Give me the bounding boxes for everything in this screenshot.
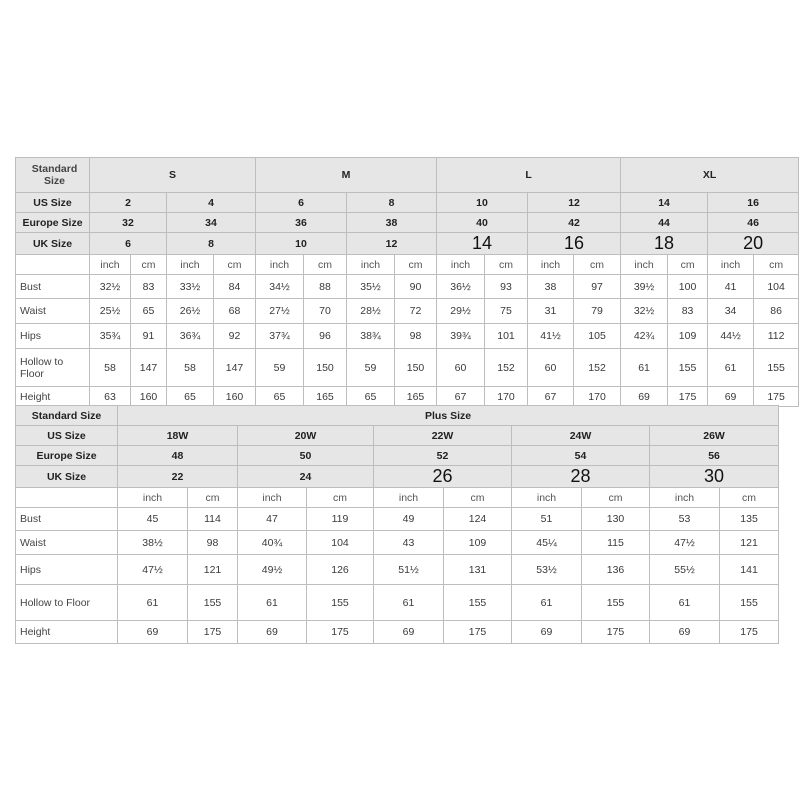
hips-row: [16, 555, 779, 585]
cell: 34: [708, 299, 754, 324]
cell: 121: [720, 531, 779, 555]
cell: 58: [167, 349, 214, 387]
uk-size: 24: [238, 466, 374, 488]
unit-cm: cm: [307, 488, 374, 508]
us-size: 22W: [374, 426, 512, 446]
eu-size-row: [16, 213, 799, 233]
row-label-hollow-to-floor: Hollow to Floor: [16, 349, 90, 387]
us-size: 10: [437, 193, 528, 213]
uk-size: 20: [708, 233, 799, 255]
unit-inch: inch: [512, 488, 582, 508]
cell: 69: [238, 621, 307, 644]
unit-cm: cm: [582, 488, 650, 508]
eu-size-label: Europe Size: [16, 446, 118, 466]
unit-inch: inch: [437, 255, 485, 275]
cell: 65: [167, 387, 214, 407]
cell: 83: [668, 299, 708, 324]
eu-size: 48: [118, 446, 238, 466]
cell: 67: [528, 387, 574, 407]
cell: 38¾: [347, 324, 395, 349]
eu-size: 46: [708, 213, 799, 233]
us-size: 26W: [650, 426, 779, 446]
cell: 65: [347, 387, 395, 407]
cell: 40¾: [238, 531, 307, 555]
unit-inch: inch: [528, 255, 574, 275]
eu-size: 38: [347, 213, 437, 233]
cell: 104: [754, 275, 799, 299]
unit-inch: inch: [650, 488, 720, 508]
cell: 135: [720, 508, 779, 531]
cell: 41½: [528, 324, 574, 349]
cell: 60: [528, 349, 574, 387]
cell: 59: [256, 349, 304, 387]
cell: 91: [131, 324, 167, 349]
cell: 170: [574, 387, 621, 407]
row-label-hollow-to-floor: Hollow to Floor: [16, 585, 118, 621]
cell: 31: [528, 299, 574, 324]
cell: 47½: [118, 555, 188, 585]
cell: 45: [118, 508, 188, 531]
cell: 60: [437, 349, 485, 387]
cell: 175: [720, 621, 779, 644]
eu-size: 52: [374, 446, 512, 466]
eu-size: 36: [256, 213, 347, 233]
cell: 59: [347, 349, 395, 387]
cell: 39½: [621, 275, 668, 299]
cell: 61: [374, 585, 444, 621]
cell: 92: [214, 324, 256, 349]
cell: 175: [444, 621, 512, 644]
eu-size: 40: [437, 213, 528, 233]
standard-size-header: Standard Size: [16, 158, 90, 193]
cell: 147: [131, 349, 167, 387]
cell: 175: [754, 387, 799, 407]
us-size: 8: [347, 193, 437, 213]
us-size: 18W: [118, 426, 238, 446]
unit-cm: cm: [668, 255, 708, 275]
row-label-waist: Waist: [16, 531, 118, 555]
eu-size-row: [16, 446, 779, 466]
cell: 70: [304, 299, 347, 324]
cell: 121: [188, 555, 238, 585]
cell: 61: [512, 585, 582, 621]
unit-row-blank: [16, 255, 90, 275]
cell: 152: [485, 349, 528, 387]
cell: 35¾: [90, 324, 131, 349]
size-group-l: L: [437, 158, 621, 193]
eu-size: 34: [167, 213, 256, 233]
plus-header-row: [16, 406, 779, 426]
cell: 175: [307, 621, 374, 644]
cell: 36½: [437, 275, 485, 299]
cell: 75: [485, 299, 528, 324]
cell: 141: [720, 555, 779, 585]
hips-row: [16, 324, 799, 349]
cell: 109: [444, 531, 512, 555]
cell: 175: [582, 621, 650, 644]
cell: 51: [512, 508, 582, 531]
cell: 69: [621, 387, 668, 407]
cell: 109: [668, 324, 708, 349]
cell: 53: [650, 508, 720, 531]
cell: 155: [307, 585, 374, 621]
cell: 44½: [708, 324, 754, 349]
us-size: 6: [256, 193, 347, 213]
cell: 97: [574, 275, 621, 299]
unit-cm: cm: [188, 488, 238, 508]
us-size: 20W: [238, 426, 374, 446]
size-group-xl: XL: [621, 158, 799, 193]
cell: 160: [214, 387, 256, 407]
cell: 32½: [90, 275, 131, 299]
unit-cm: cm: [304, 255, 347, 275]
cell: 47½: [650, 531, 720, 555]
cell: 67: [437, 387, 485, 407]
eu-size: 50: [238, 446, 374, 466]
standard-size-header: Standard Size: [16, 406, 118, 426]
uk-size-row: [16, 466, 779, 488]
us-size-label: US Size: [16, 426, 118, 446]
cell: 25½: [90, 299, 131, 324]
cell: 37¾: [256, 324, 304, 349]
cell: 39¾: [437, 324, 485, 349]
cell: 43: [374, 531, 444, 555]
bust-row: [16, 508, 779, 531]
cell: 130: [582, 508, 650, 531]
us-size: 12: [528, 193, 621, 213]
unit-cm: cm: [574, 255, 621, 275]
cell: 28½: [347, 299, 395, 324]
cell: 160: [131, 387, 167, 407]
uk-size: 18: [621, 233, 708, 255]
cell: 155: [188, 585, 238, 621]
us-size: 16: [708, 193, 799, 213]
cell: 83: [131, 275, 167, 299]
cell: 49: [374, 508, 444, 531]
cell: 27½: [256, 299, 304, 324]
uk-size: 26: [374, 466, 512, 488]
cell: 155: [720, 585, 779, 621]
uk-size: 14: [437, 233, 528, 255]
unit-inch: inch: [374, 488, 444, 508]
cell: 36¾: [167, 324, 214, 349]
cell: 58: [90, 349, 131, 387]
unit-cm: cm: [720, 488, 779, 508]
cell: 150: [395, 349, 437, 387]
unit-cm: cm: [444, 488, 512, 508]
cell: 84: [214, 275, 256, 299]
cell: 35½: [347, 275, 395, 299]
cell: 79: [574, 299, 621, 324]
plus-size-header: Plus Size: [118, 406, 779, 426]
cell: 165: [395, 387, 437, 407]
cell: 98: [395, 324, 437, 349]
us-size: 24W: [512, 426, 650, 446]
cell: 69: [512, 621, 582, 644]
cell: 49½: [238, 555, 307, 585]
cell: 72: [395, 299, 437, 324]
eu-size: 42: [528, 213, 621, 233]
uk-size-row: [16, 233, 799, 255]
unit-inch: inch: [167, 255, 214, 275]
hollow-to-floor-row: [16, 585, 779, 621]
cell: 150: [304, 349, 347, 387]
uk-size: 10: [256, 233, 347, 255]
height-row: [16, 387, 799, 407]
unit-cm: cm: [214, 255, 256, 275]
cell: 68: [214, 299, 256, 324]
cell: 155: [668, 349, 708, 387]
cell: 32½: [621, 299, 668, 324]
cell: 34½: [256, 275, 304, 299]
row-label-waist: Waist: [16, 299, 90, 324]
size-group-s: S: [90, 158, 256, 193]
unit-cm: cm: [395, 255, 437, 275]
cell: 38: [528, 275, 574, 299]
uk-size-label: UK Size: [16, 233, 90, 255]
eu-size: 32: [90, 213, 167, 233]
cell: 126: [307, 555, 374, 585]
eu-size: 56: [650, 446, 779, 466]
cell: 119: [307, 508, 374, 531]
cell: 124: [444, 508, 512, 531]
waist-row: [16, 531, 779, 555]
cell: 69: [374, 621, 444, 644]
cell: 69: [118, 621, 188, 644]
us-size: 14: [621, 193, 708, 213]
cell: 63: [90, 387, 131, 407]
uk-size: 8: [167, 233, 256, 255]
cell: 61: [621, 349, 668, 387]
cell: 114: [188, 508, 238, 531]
cell: 98: [188, 531, 238, 555]
cell: 45¼: [512, 531, 582, 555]
unit-row: [16, 488, 779, 508]
unit-cm: cm: [754, 255, 799, 275]
cell: 61: [118, 585, 188, 621]
cell: 105: [574, 324, 621, 349]
uk-size: 22: [118, 466, 238, 488]
cell: 55½: [650, 555, 720, 585]
uk-size-label: UK Size: [16, 466, 118, 488]
us-size-row: [16, 193, 799, 213]
us-size: 2: [90, 193, 167, 213]
unit-inch: inch: [708, 255, 754, 275]
cell: 115: [582, 531, 650, 555]
unit-cm: cm: [131, 255, 167, 275]
uk-size: 6: [90, 233, 167, 255]
unit-inch: inch: [256, 255, 304, 275]
hollow-to-floor-row: [16, 349, 799, 387]
row-label-bust: Bust: [16, 275, 90, 299]
row-label-bust: Bust: [16, 508, 118, 531]
cell: 47: [238, 508, 307, 531]
cell: 26½: [167, 299, 214, 324]
row-label-hips: Hips: [16, 555, 118, 585]
cell: 90: [395, 275, 437, 299]
unit-inch: inch: [118, 488, 188, 508]
cell: 152: [574, 349, 621, 387]
cell: 86: [754, 299, 799, 324]
cell: 42¾: [621, 324, 668, 349]
uk-size: 16: [528, 233, 621, 255]
us-size-row: [16, 426, 779, 446]
eu-size: 54: [512, 446, 650, 466]
cell: 136: [582, 555, 650, 585]
cell: 175: [188, 621, 238, 644]
unit-inch: inch: [238, 488, 307, 508]
cell: 88: [304, 275, 347, 299]
cell: 170: [485, 387, 528, 407]
cell: 69: [708, 387, 754, 407]
cell: 65: [256, 387, 304, 407]
unit-row-blank: [16, 488, 118, 508]
unit-inch: inch: [621, 255, 668, 275]
cell: 65: [131, 299, 167, 324]
cell: 29½: [437, 299, 485, 324]
cell: 33½: [167, 275, 214, 299]
us-size-label: US Size: [16, 193, 90, 213]
cell: 165: [304, 387, 347, 407]
unit-inch: inch: [90, 255, 131, 275]
row-label-hips: Hips: [16, 324, 90, 349]
cell: 100: [668, 275, 708, 299]
cell: 96: [304, 324, 347, 349]
cell: 155: [754, 349, 799, 387]
unit-cm: cm: [485, 255, 528, 275]
bust-row: [16, 275, 799, 299]
unit-inch: inch: [347, 255, 395, 275]
size-chart-standard: [15, 157, 799, 407]
cell: 53½: [512, 555, 582, 585]
cell: 147: [214, 349, 256, 387]
height-row: [16, 621, 779, 644]
row-label-height: Height: [16, 387, 90, 407]
cell: 175: [668, 387, 708, 407]
uk-size: 30: [650, 466, 779, 488]
size-group-row: [16, 158, 799, 193]
cell: 38½: [118, 531, 188, 555]
cell: 51½: [374, 555, 444, 585]
size-chart-plus: [15, 405, 779, 644]
eu-size: 44: [621, 213, 708, 233]
waist-row: [16, 299, 799, 324]
cell: 112: [754, 324, 799, 349]
cell: 93: [485, 275, 528, 299]
cell: 41: [708, 275, 754, 299]
size-group-m: M: [256, 158, 437, 193]
cell: 61: [708, 349, 754, 387]
cell: 69: [650, 621, 720, 644]
uk-size: 12: [347, 233, 437, 255]
cell: 155: [444, 585, 512, 621]
us-size: 4: [167, 193, 256, 213]
cell: 101: [485, 324, 528, 349]
cell: 61: [238, 585, 307, 621]
row-label-height: Height: [16, 621, 118, 644]
eu-size-label: Europe Size: [16, 213, 90, 233]
unit-row: [16, 255, 799, 275]
cell: 104: [307, 531, 374, 555]
uk-size: 28: [512, 466, 650, 488]
cell: 61: [650, 585, 720, 621]
cell: 155: [582, 585, 650, 621]
cell: 131: [444, 555, 512, 585]
